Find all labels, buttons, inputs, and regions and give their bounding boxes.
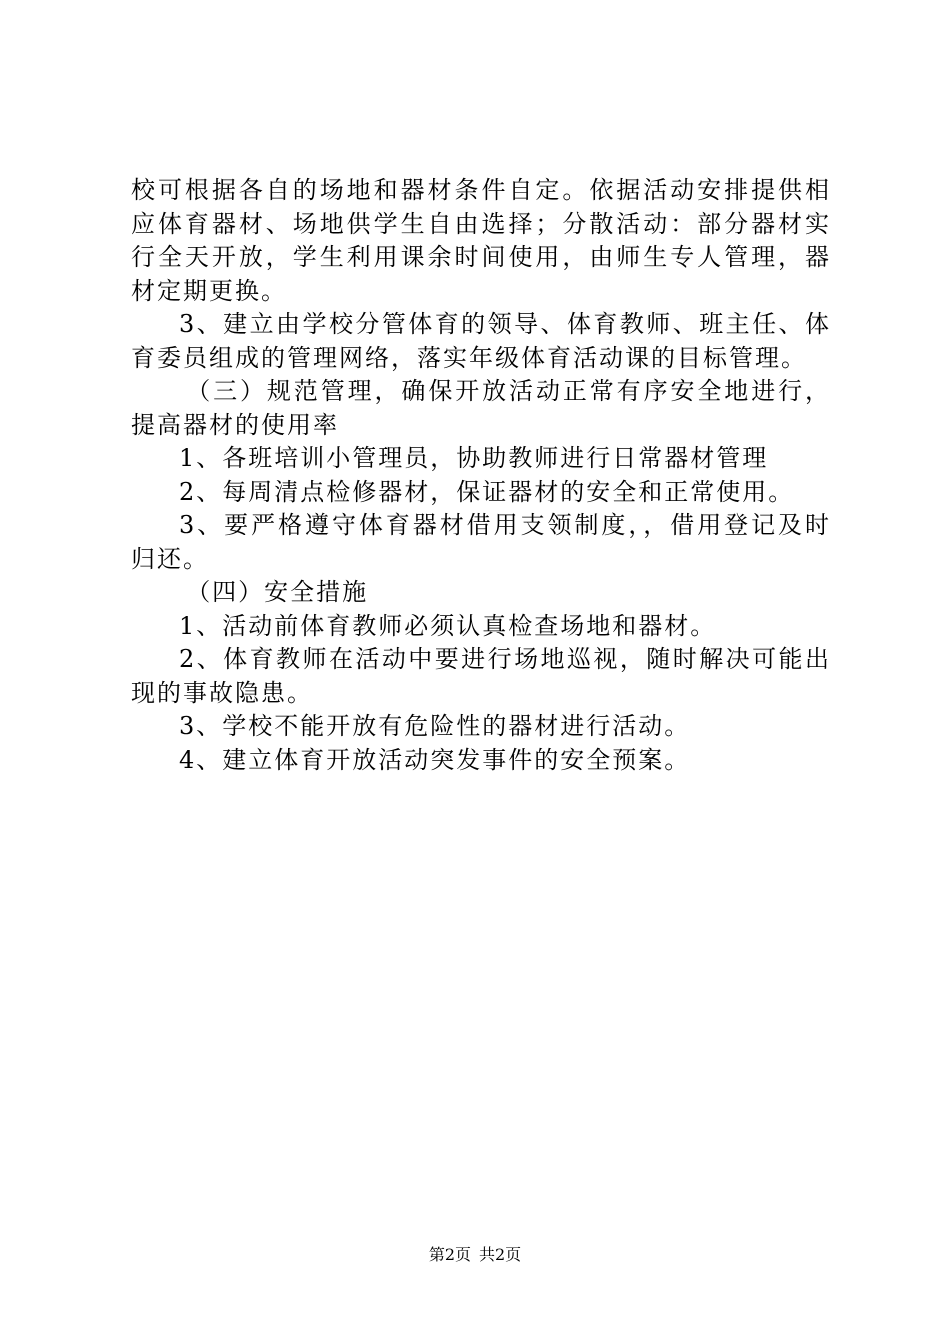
list-item: 3、学校不能开放有危险性的器材进行活动。 xyxy=(179,712,691,740)
page-footer xyxy=(0,1245,950,1265)
page-total: 共2页 xyxy=(479,1245,522,1264)
section-heading-3: （三）规范管理，确保开放活动正常有序安全地进行，提高器材的使用率 xyxy=(131,377,831,439)
paragraph-continued: 校可根据各自的场地和器材条件自定。依据活动安排提供相应体育器材、场地供学生自由选择；分散活动：部分器材实行全天开放，学生利用课余时间使用，由师生专人管理，器材定期更换。 xyxy=(131,176,831,305)
document-body xyxy=(131,174,831,777)
list-item: 4、建立体育开放活动突发事件的安全预案。 xyxy=(179,745,691,774)
list-item: 1、各班培训小管理员，协助教师进行日常器材管理 xyxy=(179,444,769,472)
list-item: 2、体育教师在活动中要进行场地巡视，随时解决可能出现的事故隐患。 xyxy=(131,645,831,707)
list-item: 2、每周清点检修器材，保证器材的安全和正常使用。 xyxy=(179,477,795,506)
list-item: 1、活动前体育教师必须认真检查场地和器材。 xyxy=(179,611,717,640)
section-heading-4: （四）安全措施 xyxy=(186,578,369,606)
paragraph-management-network: 3、建立由学校分管体育的领导、体育教师、班主任、体育委员组成的管理网络，落实年级体育活动课的目标管理。 xyxy=(131,310,831,372)
list-item: 3、要严格遵守体育器材借用支领制度，，借用登记及时归还。 xyxy=(131,511,831,573)
page-number: 第2页 xyxy=(428,1245,471,1264)
